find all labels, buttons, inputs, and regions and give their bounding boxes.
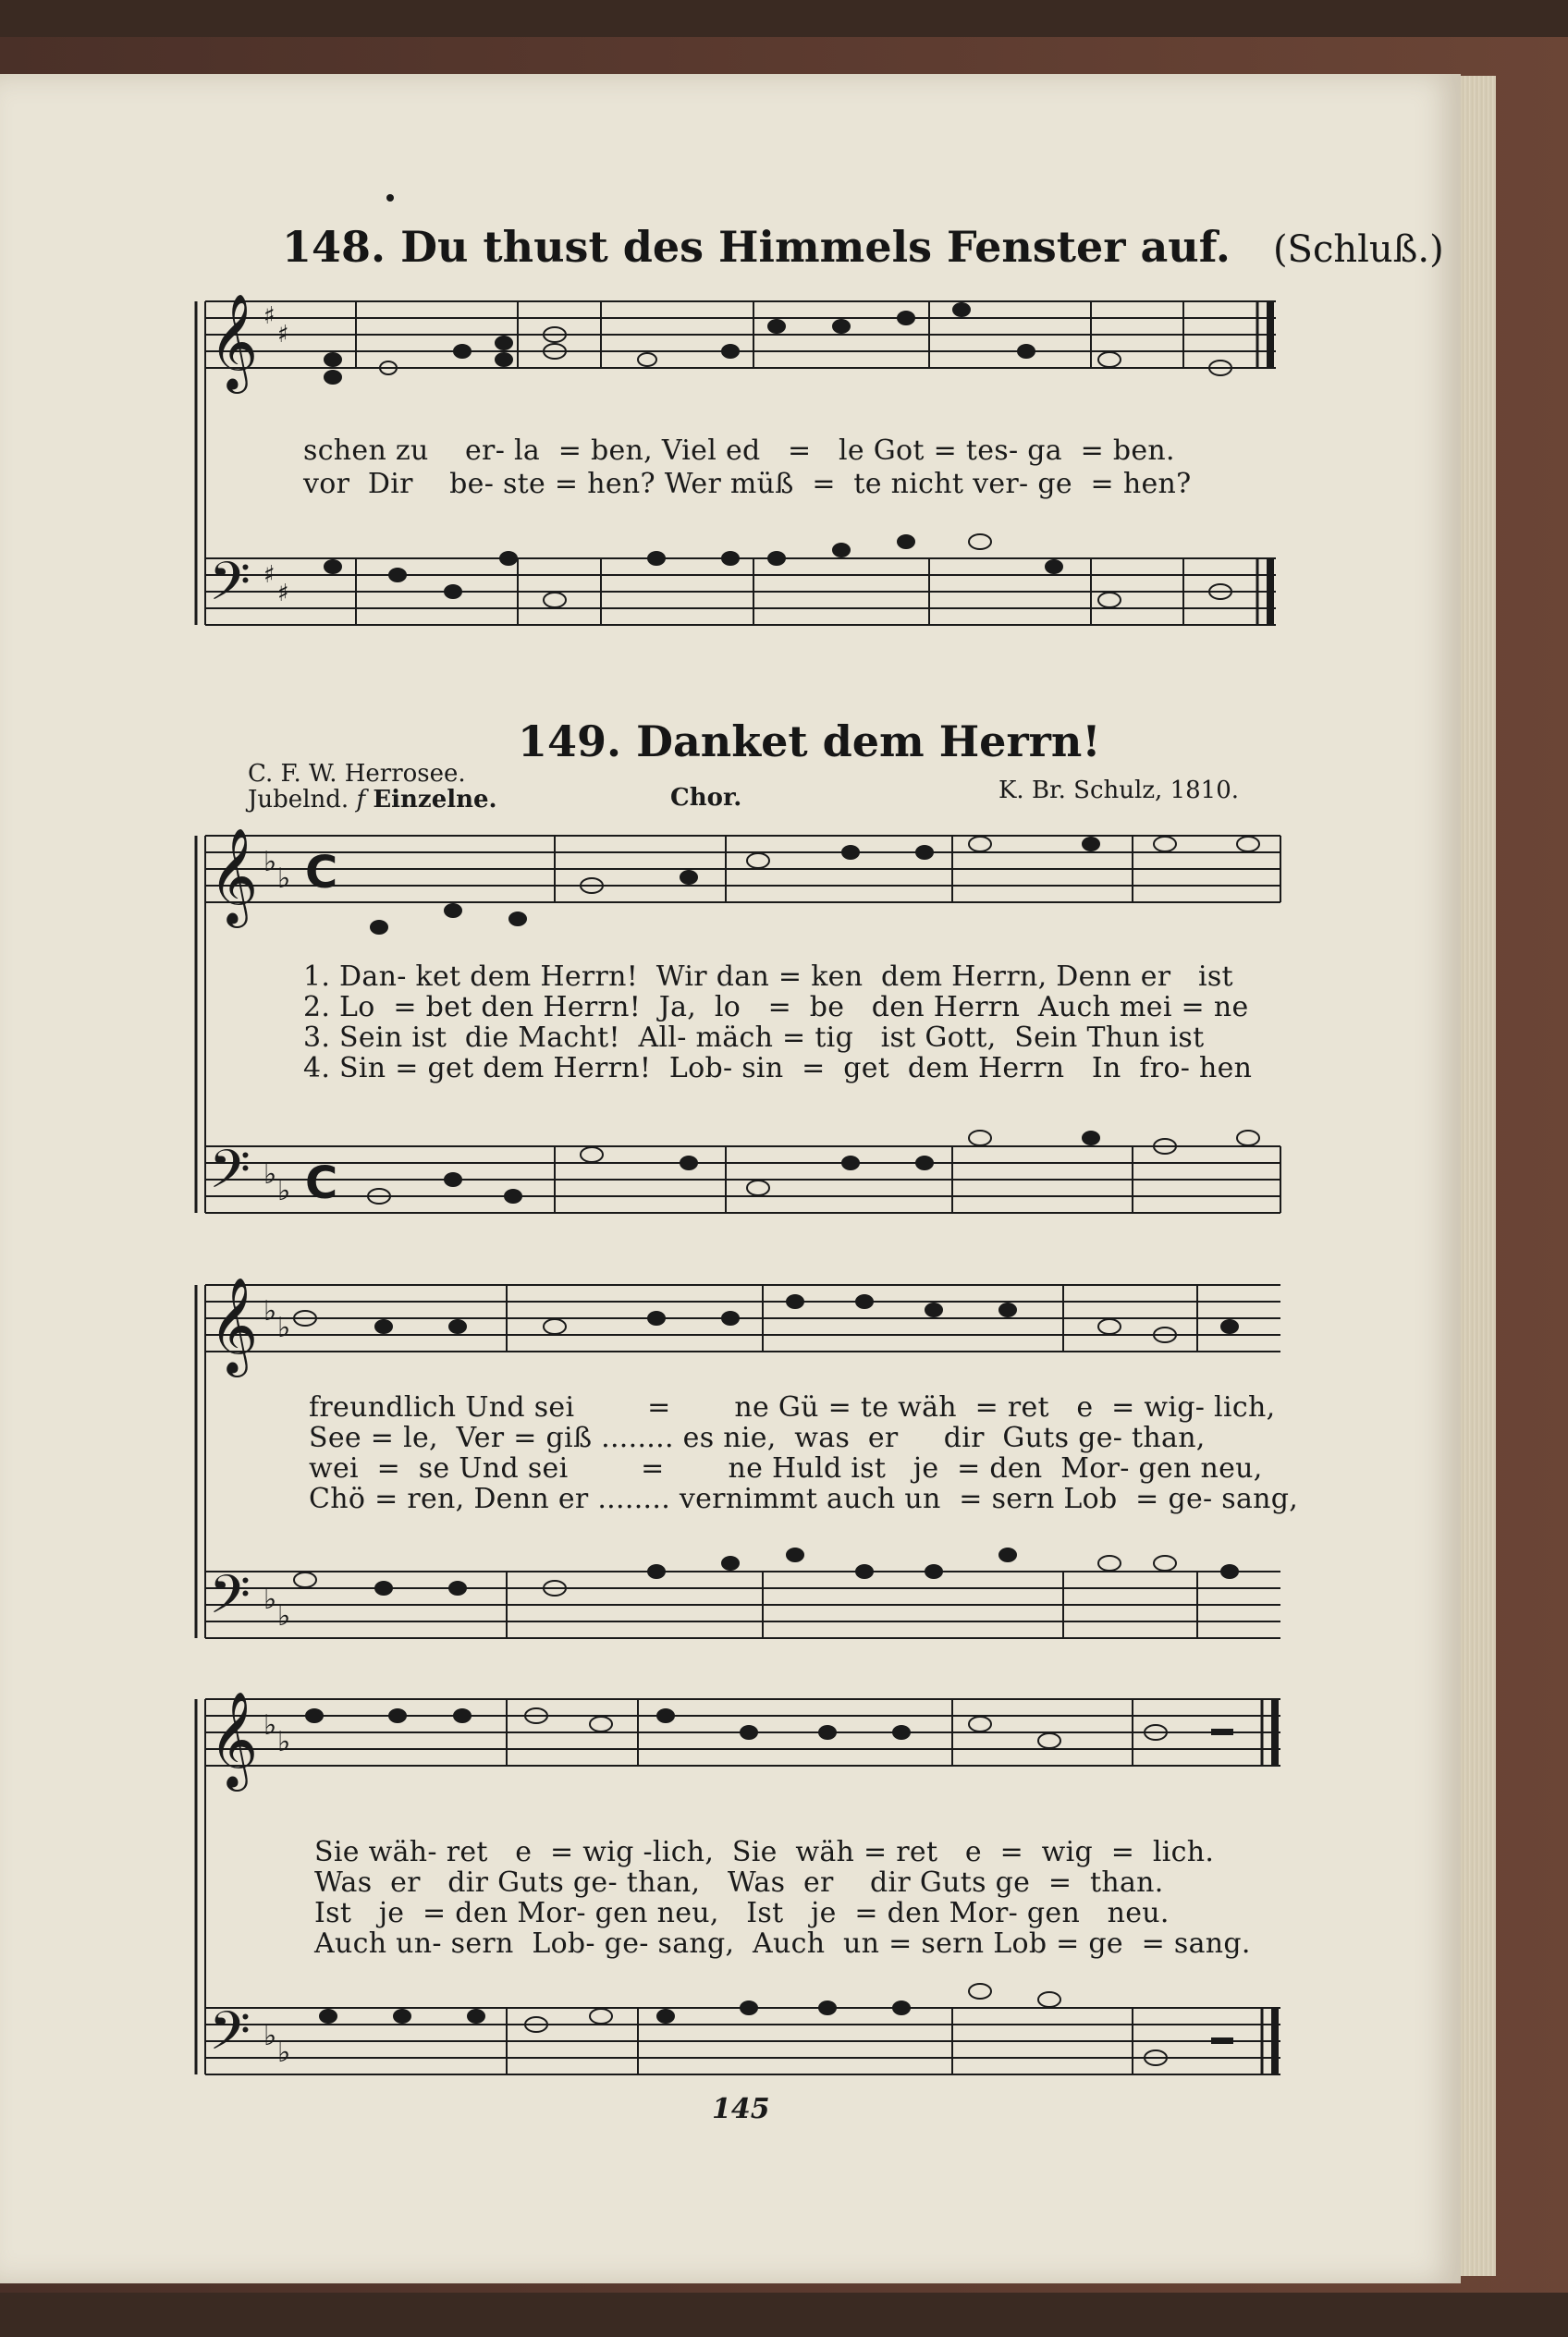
tempo-marking: Jubelnd. bbox=[248, 786, 349, 814]
lyric-line: freundlich Und sei = ne Gü = te wäh = ret e = wig- lich, bbox=[309, 1391, 1276, 1424]
svg-text:♯: ♯ bbox=[263, 302, 276, 330]
svg-text:♭: ♭ bbox=[277, 863, 291, 895]
lyric-line: vor Dir be- ste = hen? Wer müß = te nicht ver- ge = hen? bbox=[303, 468, 1192, 500]
lyric-line: wei = se Und sei = ne Huld ist je = den Mor- gen neu, bbox=[309, 1452, 1263, 1485]
hymn-149-lyrics-system-3 bbox=[314, 1837, 1251, 1959]
hymn-149-number: 149. bbox=[518, 716, 622, 766]
svg-text:C: C bbox=[305, 1157, 338, 1209]
svg-text:♭: ♭ bbox=[263, 1584, 277, 1616]
hymn-149-title: Danket dem Herrn! bbox=[636, 716, 1101, 766]
treble-clef-icon: 𝄞 bbox=[209, 1277, 259, 1374]
hymn-149-composer: K. Br. Schulz, 1810. bbox=[998, 777, 1239, 804]
staff-149-3-bass bbox=[205, 2008, 1280, 2074]
treble-clef-icon: 𝄞 bbox=[209, 827, 259, 924]
svg-text:♯: ♯ bbox=[277, 580, 289, 607]
bass-clef-icon: 𝄢 bbox=[209, 1138, 251, 1214]
hymn-149-lyrics-system-2 bbox=[309, 1392, 1298, 1514]
hymn-149-author: C. F. W. Herrosee. bbox=[248, 760, 466, 788]
hymn-148-number: 148. bbox=[282, 222, 386, 272]
svg-text:♭: ♭ bbox=[277, 1312, 291, 1344]
treble-clef-icon: 𝄞 bbox=[209, 293, 259, 390]
svg-text:♯: ♯ bbox=[263, 561, 276, 589]
treble-clef-icon: 𝄞 bbox=[209, 1691, 259, 1788]
choir-marking bbox=[670, 784, 741, 812]
bass-clef-icon: 𝄢 bbox=[209, 1563, 251, 1639]
lyric-line: See = le, Ver = giß ........ es nie, was er dir Guts ge- than, bbox=[309, 1422, 1206, 1454]
lyric-line: Auch un- sern Lob- ge- sang, Auch un = sern Lob = ge = sang. bbox=[314, 1927, 1251, 1960]
page-number: 145 bbox=[712, 2093, 770, 2125]
lyric-line: 1. Dan- ket dem Herrn! Wir dan = ken dem Herrn, Denn er ist bbox=[303, 960, 1233, 993]
lyric-line: 2. Lo = bet den Herrn! Ja, lo = be den Herrn Auch mei = ne bbox=[303, 991, 1249, 1023]
svg-text:♭: ♭ bbox=[263, 1295, 277, 1328]
hymn-148-title: Du thust des Himmels Fenster auf. bbox=[400, 222, 1231, 272]
lyric-line: 3. Sein ist die Macht! All- mäch = tig ist Gott, Sein Thun ist bbox=[303, 1022, 1205, 1054]
part-marking: Einzelne. bbox=[373, 786, 497, 814]
choir-label: Chor. bbox=[670, 784, 742, 812]
staff-149-2-bass bbox=[205, 1572, 1280, 1638]
lyric-line: Chö = ren, Denn er ........ vernimmt auch un = sern Lob = ge- sang, bbox=[309, 1483, 1299, 1515]
dynamic-marking: f bbox=[356, 786, 366, 814]
lyric-line: Ist je = den Mor- gen neu, Ist je = den Mor- gen neu. bbox=[314, 1897, 1170, 1929]
svg-text:♭: ♭ bbox=[263, 2020, 277, 2052]
svg-text:C: C bbox=[305, 847, 338, 899]
lyric-line: schen zu er- la = ben, Viel ed = le Got = tes- ga = ben. bbox=[303, 434, 1175, 467]
hymn-149-heading bbox=[518, 716, 1101, 766]
hymn-149-lyrics-system-1 bbox=[303, 961, 1252, 1083]
svg-text:♭: ♭ bbox=[263, 1158, 277, 1191]
hymn-148-lyrics bbox=[303, 434, 1192, 501]
lyric-line: Sie wäh- ret e = wig -lich, Sie wäh = ret e = wig = lich. bbox=[314, 1836, 1215, 1868]
svg-text:♭: ♭ bbox=[263, 846, 277, 878]
staff-148-bass bbox=[205, 558, 1276, 625]
svg-text:♭: ♭ bbox=[277, 1726, 291, 1758]
bass-clef-icon: 𝄢 bbox=[209, 2000, 251, 2075]
svg-text:♯: ♯ bbox=[277, 321, 289, 349]
svg-text:♭: ♭ bbox=[277, 1600, 291, 1633]
bass-clef-icon: 𝄢 bbox=[209, 550, 251, 626]
hymn-149-tempo-line bbox=[248, 786, 497, 814]
staff-149-1-bass bbox=[205, 1146, 1280, 1213]
svg-text:♭: ♭ bbox=[277, 2037, 291, 2069]
staff-148-treble bbox=[205, 301, 1276, 368]
staff-149-2-treble bbox=[205, 1285, 1280, 1352]
hymn-148-note: (Schluß.) bbox=[1272, 228, 1444, 271]
svg-text:♭: ♭ bbox=[263, 1709, 277, 1742]
lyric-line: 4. Sin = get dem Herrn! Lob- sin = get dem Herrn In fro- hen bbox=[303, 1052, 1253, 1084]
lyric-line: Was er dir Guts ge- than, Was er dir Guts ge = than. bbox=[314, 1866, 1164, 1899]
staff-149-1-treble bbox=[205, 836, 1280, 902]
svg-text:♭: ♭ bbox=[277, 1175, 291, 1207]
